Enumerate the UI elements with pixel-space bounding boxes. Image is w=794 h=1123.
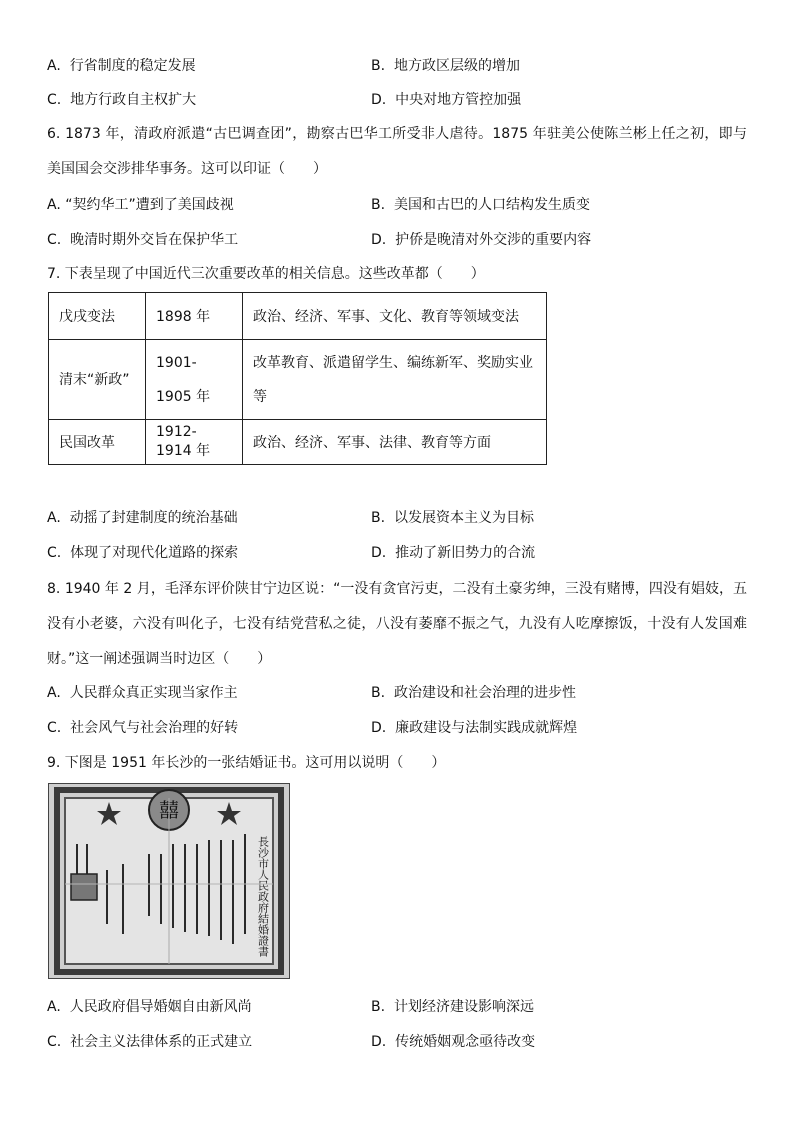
q6-option-row-1: [47, 195, 747, 215]
q7-stem: 7. 下表呈现了中国近代三次重要改革的相关信息。这些改革都（ ）: [47, 266, 485, 282]
q8-option-row-1: [47, 683, 747, 703]
q8-option-a[interactable]: A. 人民群众真正实现当家作主: [47, 685, 238, 701]
q7-option-c[interactable]: C. 体现了对现代化道路的探索: [47, 545, 239, 561]
reform-name: 民国改革: [49, 420, 146, 465]
reform-years: 1912-1914 年: [146, 420, 243, 465]
q9-option-row-2: [47, 1032, 747, 1052]
q7-option-row-1: [47, 508, 747, 528]
q9-option-d[interactable]: D. 传统婚姻观念亟待改变: [371, 1034, 536, 1050]
q6-stem: 6. 1873 年，清政府派遣“古巴调查团”，勘察古巴华工所受非人虐待。1875 年驻美公使陈兰彬上任之初，即与美国国会交涉排华事务。这可以印证（ ）: [47, 126, 747, 177]
q5-option-c[interactable]: C. 地方行政自主权扩大: [47, 92, 197, 108]
q7-option-d[interactable]: D. 推动了新旧势力的合流: [371, 545, 536, 561]
q8-option-b[interactable]: B. 政治建设和社会治理的进步性: [371, 685, 576, 701]
q9-option-c[interactable]: C. 社会主义法律体系的正式建立: [47, 1034, 253, 1050]
reform-name: 戊戌变法: [49, 293, 146, 340]
q9-stem: 9. 下图是 1951 年长沙的一张结婚证书。这可用以说明（ ）: [47, 755, 446, 771]
certificate-heading: 長沙市人民政府結婚證書: [256, 836, 270, 957]
double-happiness-seal: 囍: [159, 798, 179, 822]
q7-option-a[interactable]: A. 动摇了封建制度的统治基础: [47, 510, 238, 526]
reform-content: 政治、经济、军事、文化、教育等领域变法: [243, 293, 547, 340]
q8-option-row-2: [47, 718, 747, 738]
q5-option-b[interactable]: B. 地方政区层级的增加: [371, 58, 520, 74]
q7-option-b[interactable]: B. 以发展资本主义为目标: [371, 510, 534, 526]
q8-stem: 8. 1940 年 2 月，毛泽东评价陕甘宁边区说：“一没有贪官污吏，二没有土豪劣绅，三没有赌博，四没有娼妓，五没有小老婆，六没有叫化子，七没有结党营私之徒，八没有萎靡不振之气，九没有人吃摩擦饭，十没有人发国难财。”这一阐述强调当时边区（ ）: [47, 581, 747, 667]
q5-option-row-2: [47, 90, 747, 110]
marriage-certificate-image: [48, 783, 290, 979]
q9-option-b[interactable]: B. 计划经济建设影响深远: [371, 999, 534, 1015]
q8-option-c[interactable]: C. 社会风气与社会治理的好转: [47, 720, 239, 736]
certificate-photo: [49, 784, 289, 978]
q5-option-a[interactable]: A. 行省制度的稳定发展: [47, 58, 196, 74]
table-row: [49, 293, 547, 340]
reform-content: 政治、经济、军事、法律、教育等方面: [243, 420, 547, 465]
q5-option-row-1: [47, 56, 747, 76]
q6-option-a[interactable]: A. “契约华工”遭到了美国歧视: [47, 197, 234, 213]
q9-option-row-1: [47, 997, 747, 1017]
reform-years: 1901-1905 年: [146, 340, 243, 420]
q7-option-row-2: [47, 543, 747, 563]
q5-option-d[interactable]: D. 中央对地方管控加强: [371, 92, 522, 108]
q8-option-d[interactable]: D. 廉政建设与法制实践成就辉煌: [371, 720, 578, 736]
reform-content: 改革教育、派遣留学生、编练新军、奖励实业等: [243, 340, 547, 420]
q6-option-d[interactable]: D. 护侨是晚清对外交涉的重要内容: [371, 232, 592, 248]
q6-option-c[interactable]: C. 晚清时期外交旨在保护华工: [47, 232, 239, 248]
q6-option-b[interactable]: B. 美国和古巴的人口结构发生质变: [371, 197, 590, 213]
q6-option-row-2: [47, 230, 747, 250]
table-row: [49, 340, 547, 420]
q7-reform-table: [48, 292, 547, 465]
table-row: [49, 420, 547, 465]
reform-name: 清末“新政”: [49, 340, 146, 420]
q9-option-a[interactable]: A. 人民政府倡导婚姻自由新风尚: [47, 999, 252, 1015]
reform-years: 1898 年: [146, 293, 243, 340]
